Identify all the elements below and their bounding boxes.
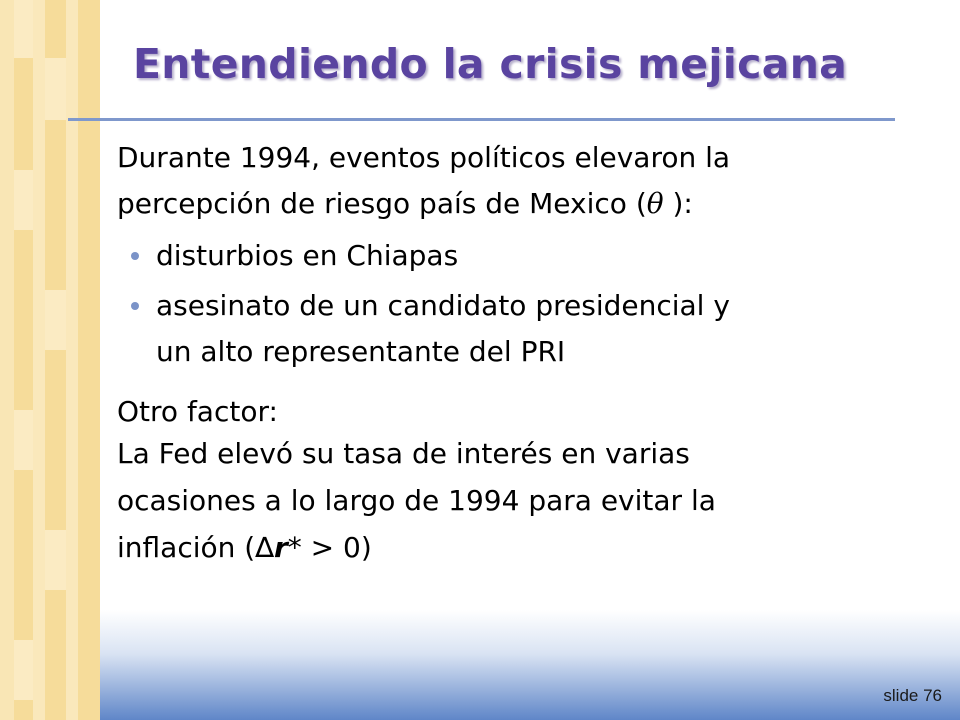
bullet-item-2-line-1: asesinato de un candidato presidencial y xyxy=(156,289,730,322)
intro-line-2-text: percepción de riesgo país de Mexico ( xyxy=(117,187,647,220)
factor-heading: Otro factor: xyxy=(117,395,278,428)
bullet-item-2-line-2: un alto representante del PRI xyxy=(156,335,566,368)
factor-line-2: ocasiones a lo largo de 1994 para evitar la xyxy=(117,484,716,517)
bullet-icon xyxy=(131,302,139,310)
factor-line-3-text: inflación ( xyxy=(117,531,256,564)
theta-symbol: θ xyxy=(646,187,664,220)
title-divider xyxy=(68,118,895,121)
bullet-item-1: disturbios en Chiapas xyxy=(156,239,459,272)
intro-line-2-end: ): xyxy=(663,187,693,220)
slide-title: Entendiendo la crisis mejicana xyxy=(133,40,848,88)
bullet-icon xyxy=(131,252,139,260)
intro-line-2 xyxy=(117,184,693,224)
factor-line-3 xyxy=(117,528,372,568)
r-variable: r xyxy=(273,531,288,564)
delta-symbol: ∆ xyxy=(255,531,274,564)
intro-line-1: Durante 1994, eventos políticos elevaron la xyxy=(117,141,731,174)
factor-line-1: La Fed elevó su tasa de interés en varias xyxy=(117,437,690,470)
decorative-sidebar xyxy=(0,0,100,720)
slide-number: slide 76 xyxy=(883,686,942,705)
footer-gradient xyxy=(100,610,960,720)
factor-line-3-end: * > 0) xyxy=(287,531,372,564)
